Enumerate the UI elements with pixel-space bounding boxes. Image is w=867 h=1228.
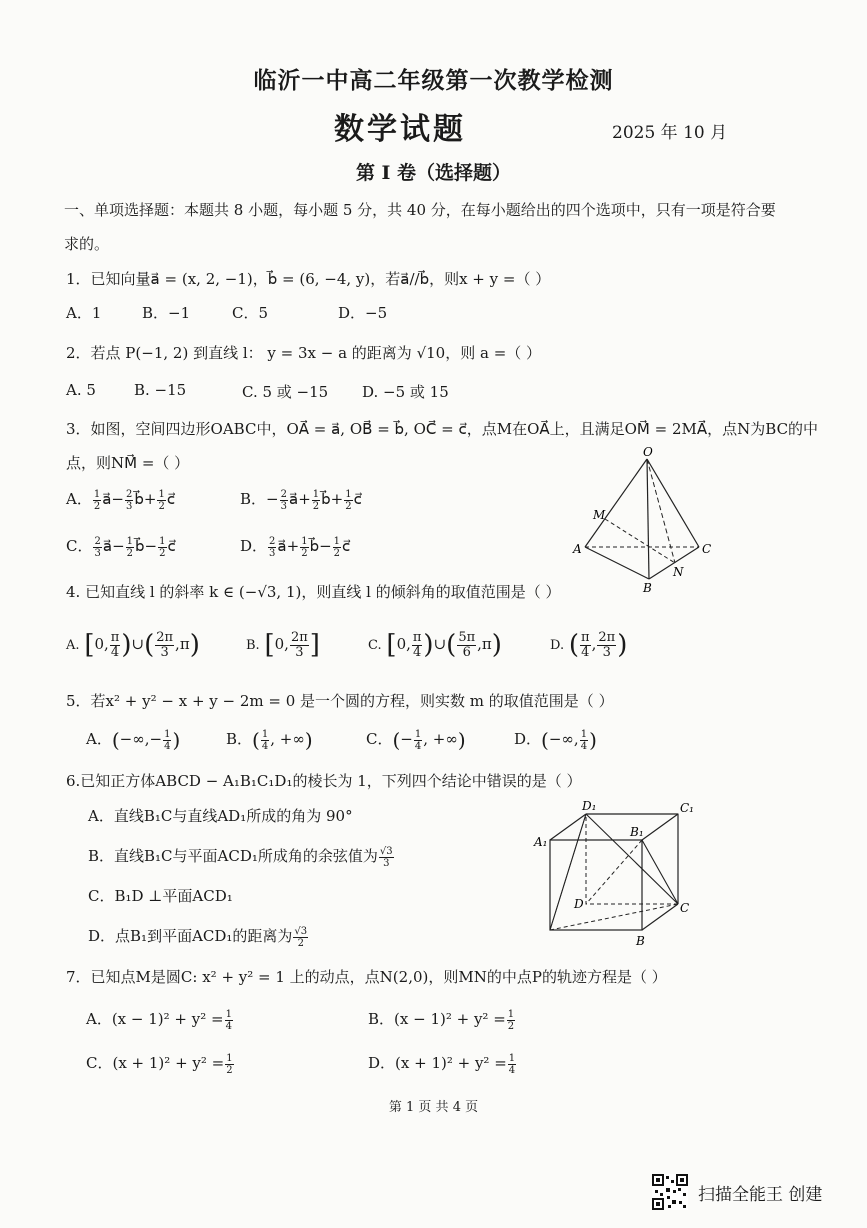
q3-tetrahedron-figure: [565, 445, 725, 595]
school-title: 临沂一中高二年级第一次教学检测: [253, 68, 614, 94]
q2-stem: 2．若点 P(−1, 2) 到直线 l： y = 3x − a 的距离为 √10，则 a =（ ）: [66, 344, 542, 362]
q4-option-d: D. ( $\frac{\pi}{4}$ , $\frac{2\pi}{3}$ ): [550, 629, 628, 660]
label-c1: C₁: [680, 801, 694, 815]
q7-option-b: B．(x − 1)² + y² = $\frac{1}{2}$: [368, 1008, 515, 1032]
q4-stem: 4. 已知直线 l 的斜率 k ∈ (−√3, 1)，则直线 l 的倾斜角的取值范围是（ ）: [66, 583, 561, 601]
section-title: 第 I 卷（选择题）: [355, 162, 512, 184]
q4-option-a: A. [0, $\frac{\pi}{4}$ )∪( $\frac{2\pi}{3}$ ,π): [66, 629, 200, 660]
q5-option-d: D．(−∞, $\frac{1}{4}$ ): [514, 728, 597, 752]
q2-option-a: A. 5: [66, 381, 96, 399]
label-c: C: [702, 542, 712, 556]
q3-stem-line-2: 点，则NM⃗ =（ ）: [66, 454, 190, 472]
label-b: B: [636, 934, 645, 948]
fraction: $\frac{2}{3}$: [126, 488, 133, 512]
edge-b1c1: [642, 814, 678, 840]
page-number: 第 1 页 共 4 页: [388, 1100, 479, 1115]
q6-option-d: D．点B₁到平面ACD₁的距离为 $\frac{√3}{2}$: [88, 925, 308, 949]
q4-option-c: C. [0, $\frac{\pi}{4}$ )∪( $\frac{5\pi}{6}$ ,π): [368, 629, 502, 660]
instructions-line-1: 一、单项选择题：本题共 8 小题，每小题 5 分，共 40 分，在每小题给出的四个选项中，只有一项是符合要: [64, 201, 776, 219]
q6-option-a: A．直线B₁C与直线AD₁所成的角为 90°: [88, 807, 353, 825]
q3-option-a: A． $\frac{1}{2}$ a⃗− $\frac{2}{3}$ b⃗+ $\frac{1}{2}$ c⃗: [66, 488, 176, 512]
q2-option-d: D. −5 或 15: [362, 383, 449, 401]
q2-option-c: C. 5 或 −15: [242, 383, 329, 401]
q7-option-a: A．(x − 1)² + y² = $\frac{1}{4}$: [86, 1008, 232, 1032]
edge-ob: [647, 459, 649, 579]
fraction: $\frac{1}{2}$: [126, 535, 134, 559]
fraction: $\frac{1}{2}$: [301, 535, 308, 559]
fraction: $\frac{1}{2}$: [158, 488, 165, 512]
fraction: $\frac{1}{2}$: [345, 488, 352, 512]
label-c: C: [680, 901, 690, 915]
q1-option-c: C．5: [232, 304, 269, 322]
q5-stem: 5．若x² + y² − x + y − 2m = 0 是一个圆的方程，则实数 m 的取值范围是（ ）: [66, 692, 614, 710]
fraction: $\frac{2}{3}$: [94, 535, 101, 559]
qr-code-icon: [652, 1174, 688, 1210]
fraction: $\frac{2}{3}$: [280, 488, 287, 512]
label-m: M: [593, 508, 606, 522]
label-d1: D₁: [582, 800, 597, 813]
fraction: $\frac{1}{2}$: [312, 488, 320, 512]
q3-option-b: B．− $\frac{2}{3}$ a⃗+ $\frac{1}{2}$ b⃗+ $\frac{1}{2}$ c⃗: [240, 488, 362, 512]
q2-option-b: B. −15: [134, 381, 187, 399]
scanner-label: 扫描全能王 创建: [698, 1185, 823, 1205]
q4-option-b: B. [0, $\frac{2\pi}{3}$ ]: [246, 629, 320, 660]
fraction: $\frac{1}{2}$: [93, 488, 101, 512]
exam-date: 2025 年 10 月: [612, 123, 728, 143]
label-n: N: [673, 565, 684, 579]
q1-option-d: D．−5: [338, 304, 388, 322]
label-d: D: [574, 897, 584, 911]
q5-option-c: C．(− $\frac{1}{4}$ , +∞): [366, 728, 466, 752]
q1-option-a: A．1: [66, 304, 102, 322]
fraction: $\frac{1}{2}$: [333, 535, 341, 559]
q3-option-d: D． $\frac{2}{3}$ a⃗+ $\frac{1}{2}$ b⃗− $\frac{1}{2}$ c⃗: [240, 535, 351, 559]
diag-ac: [550, 904, 678, 930]
label-o: O: [643, 445, 653, 459]
q3-option-c: C． $\frac{2}{3}$ a⃗− $\frac{1}{2}$ b⃗− $\frac{1}{2}$ c⃗: [66, 535, 176, 559]
q3-option-a-label: A．: [66, 490, 92, 508]
edge-a1d1: [550, 814, 586, 840]
fraction: $\frac{2}{3}$: [269, 535, 276, 559]
q7-option-d: D．(x + 1)² + y² = $\frac{1}{4}$: [368, 1052, 516, 1076]
q1-stem: 1．已知向量a⃗ = (x, 2, −1)，b⃗ = (6, −4, y)，若a⃗//b⃗，则x + y =（ ）: [66, 270, 551, 288]
label-a: A: [573, 542, 582, 556]
edge-oc: [647, 459, 699, 547]
q7-option-c: C．(x + 1)² + y² = $\frac{1}{2}$: [86, 1052, 233, 1076]
q7-stem: 7．已知点M是圆C: x² + y² = 1 上的动点，点N(2,0)，则MN的中点P的轨迹方程是（ ）: [66, 968, 667, 986]
subject-title: 数学试题: [334, 112, 466, 147]
diag-b1d: [586, 840, 642, 904]
instructions-line-2: 求的。: [64, 235, 110, 253]
q1-option-b: B．−1: [142, 304, 191, 322]
label-b: B: [643, 581, 652, 595]
diag-b1c: [642, 840, 678, 904]
q3-stem-line-1: 3．如图，空间四边形OABC中，OA⃗ = a⃗, OB⃗ = b⃗, OC⃗ = c⃗，点M在OA⃗上，且满足OM⃗ = 2MA⃗，点N为BC的中: [66, 420, 819, 438]
edge-ab: [585, 547, 649, 579]
fraction: $\frac{1}{2}$: [159, 535, 166, 559]
label-b1: B₁: [630, 825, 644, 839]
edge-extra: [550, 814, 586, 930]
q6-cube-figure: [530, 800, 705, 950]
edge-oa: [585, 459, 647, 547]
q6-option-b: B．直线B₁C与平面ACD₁所成角的余弦值为 $\frac{√3}{3}$: [88, 845, 393, 869]
label-a1: A₁: [534, 835, 548, 849]
q6-stem: 6.已知正方体ABCD − A₁B₁C₁D₁的棱长为 1，下列四个结论中错误的是（ ）: [66, 772, 582, 790]
q6-option-c: C．B₁D ⊥平面ACD₁: [88, 887, 233, 905]
q5-option-b: B．( $\frac{1}{4}$ , +∞): [226, 728, 313, 752]
q5-option-a: A．(−∞,− $\frac{1}{4}$ ): [86, 728, 181, 752]
